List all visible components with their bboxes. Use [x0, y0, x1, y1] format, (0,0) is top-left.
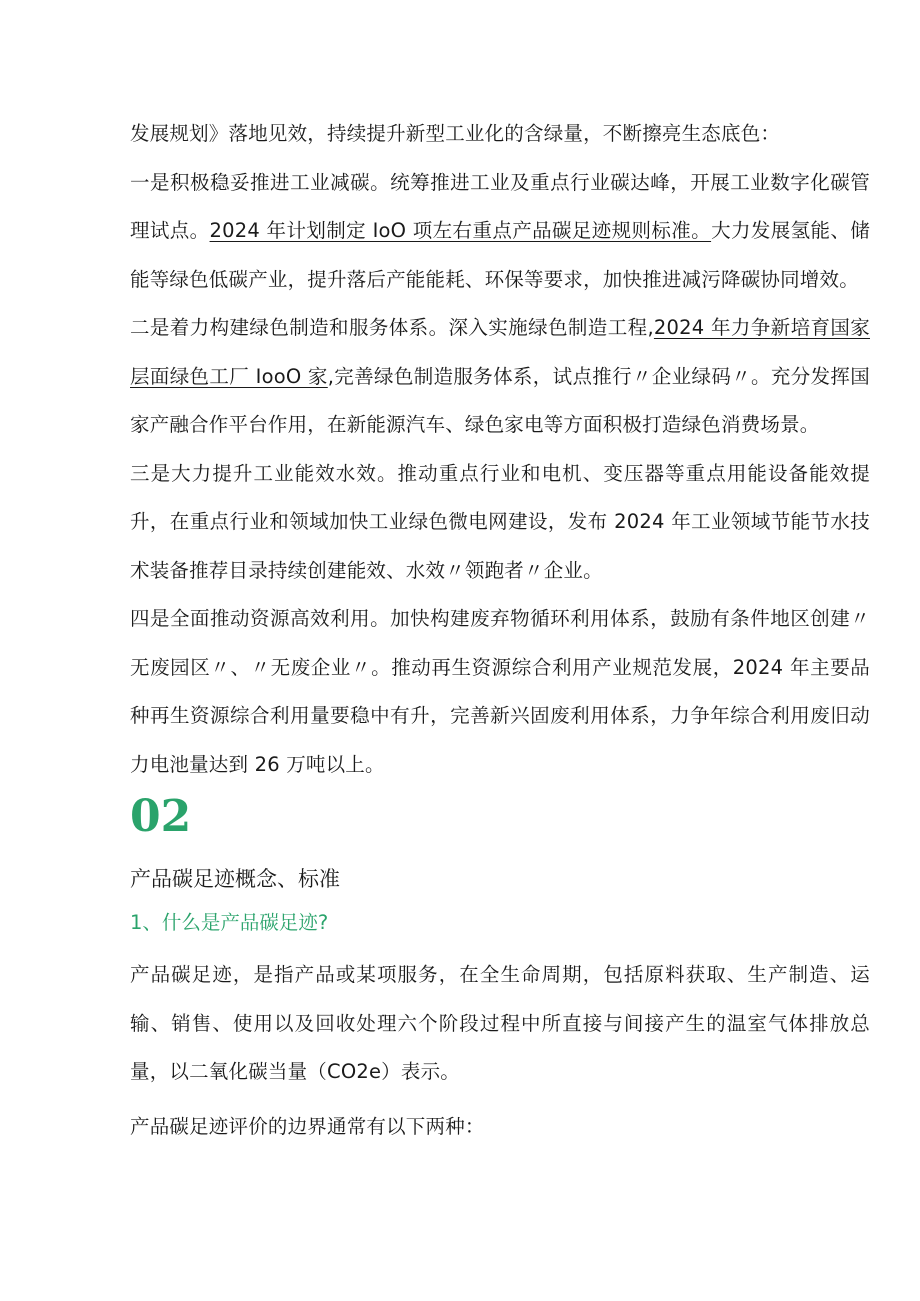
section-number: 02 [130, 791, 192, 842]
point-1-text-a: 一是积极稳妥推进工业减碳。统筹推进工业及重点行业碳达峰，开展工业数字化碳管理试点。 [130, 170, 870, 242]
section-title: 产品碳足迹概念、标准 [130, 867, 340, 891]
point-4-paragraph: 四是全面推动资源高效利用。加快构建废弃物循环利用体系，鼓励有条件地区创建〃无废园区〃、〃无废企业〃。推动再生资源综合利用产业规范发展，2024 年主要品种再生资源综合利用量要稳中有升，完善新兴固废利用体系，力争年综合利用废旧动力电池量达到 26 万吨以上。 [130, 607, 870, 776]
point-3-paragraph: 三是大力提升工业能效水效。推动重点行业和电机、变压器等重点用能设备能效提升，在重点行业和领域加快工业绿色微电网建设，发布 2024 年工业领域节能节水技术装备推荐目录持续创建能效、水效〃领跑者〃企业。 [130, 461, 870, 582]
intro-line: 发展规划》落地见效，持续提升新型工业化的含绿量，不断擦亮生态底色： [130, 122, 781, 145]
definition-paragraph: 产品碳足迹，是指产品或某项服务，在全生命周期，包括原料获取、生产制造、运输、销售、使用以及回收处理六个阶段过程中所直接与间接产生的温室气体排放总量，以二氧化碳当量（CO2e）表示。 [130, 963, 870, 1083]
document-page [130, 110, 870, 1151]
point-2-text-c: ,完善绿色制造服务体系，试点推行〃企业绿码〃。充分发挥国家产融合作平台作用，在新能源汽车、绿色家电等方面积极打造绿色消费场景。 [130, 364, 870, 436]
subsection-title: 1、什么是产品碳足迹? [130, 911, 329, 934]
point-2-underlined-text: 2024 年力争新培育国家层面绿色工厂 IooO 家 [130, 316, 870, 388]
point-2-text-a: 二是着力构建绿色制造和服务体系。深入实施绿色制造工程, [130, 316, 654, 339]
point-1-text-c: 大力发展氢能、储能等绿色低碳产业，提升落后产能能耗、环保等要求，加快推进减污降碳协同增效。 [130, 219, 870, 291]
point-2-paragraph [130, 304, 870, 450]
boundary-intro: 产品碳足迹评价的边界通常有以下两种： [130, 1114, 485, 1138]
point-1-paragraph [130, 159, 870, 305]
point-1-underlined-text: 2024 年计划制定 IoO 项左右重点产品碳足迹规则标准。 [209, 219, 712, 242]
